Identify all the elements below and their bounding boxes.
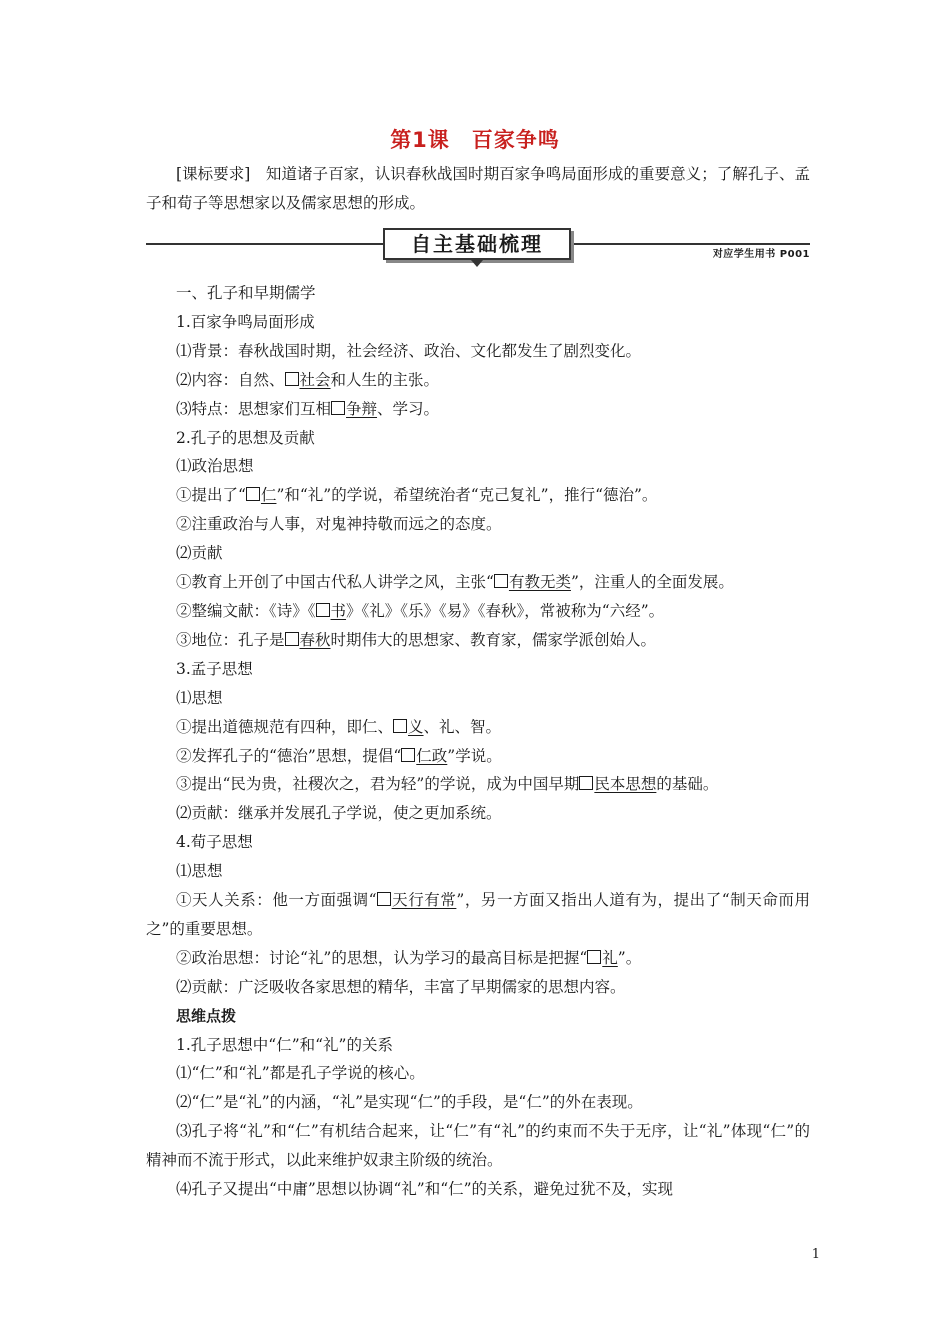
line-text: ⑴“仁”和“礼”都是孔子学说的核心。 [176,1064,425,1083]
content-line [146,973,810,1002]
content-line [146,857,810,886]
line-text: ③提出“民为贵，社稷次之，君为轻”的学说，成为中国早期 [176,775,580,794]
content-line [146,1088,810,1117]
line-text-after: 和人生的主张。 [330,370,440,389]
line-text: ⑵“仁”是“礼”的内涵，“礼”是实现“仁”的手段，是“仁”的外在表现。 [176,1093,643,1112]
line-text: ①教育上开创了中国古代私人讲学之风，主张“ [176,573,494,592]
banner-pointer-icon [471,260,483,267]
line-text-after: 》《礼》《乐》《易》《春秋》，常被称为“六经”。 [346,601,665,620]
content-line [146,539,810,568]
section-heading [146,1002,810,1031]
content-line [146,944,810,973]
blank-text: 义 [408,717,424,736]
line-text: 1.百家争鸣局面形成 [176,312,315,331]
blank-box-icon [246,487,260,501]
line-text-after: ”，注重人的全面发展。 [570,573,734,592]
line-text: 思维点拨 [176,1006,237,1025]
line-text: ②整编文献：《诗》《 [176,601,316,620]
line-text-after: ”，另一方面又指出人道有为，提出了“制天命而用之”的重要思想。 [146,891,810,938]
content-line [146,742,810,771]
content-line [146,481,810,510]
content-line [146,308,810,337]
line-text: ②注重政治与人事，对鬼神持敬而远之的态度。 [176,515,502,534]
fill-blank-answer [285,631,331,649]
content-line [146,424,810,453]
fill-blank-answer [246,486,277,504]
content-line [146,279,810,308]
content-line [146,1117,810,1175]
line-text: ⑵贡献 [176,544,223,563]
fill-blank-answer [377,891,457,909]
fill-blank-answer [285,371,331,389]
line-text: ⑴背景：春秋战国时期，社会经济、政治、文化都发生了剧烈变化。 [176,341,642,360]
blank-box-icon [316,603,330,617]
blank-text: 民本思想 [594,775,657,794]
blank-box-icon [377,892,391,906]
main-content [146,279,810,1204]
blank-text: 社会 [299,370,331,389]
blank-box-icon [579,776,593,790]
line-text: ②发挥孔子的“德治”思想，提倡“ [176,746,402,765]
blank-text: 天行有常 [391,891,457,910]
line-text: ⑴政治思想 [176,457,254,476]
line-text-after: ”。 [617,948,642,967]
content-line [146,337,810,366]
content-line [146,395,810,424]
blank-text: 书 [330,601,347,620]
fill-blank-answer [587,949,618,967]
content-line [146,655,810,684]
line-text-after: 、礼、智。 [423,717,502,736]
content-line [146,886,810,944]
blank-box-icon [587,950,601,964]
content-line [146,713,810,742]
line-text: 3.孟子思想 [176,659,253,678]
fill-blank-answer [579,775,656,793]
banner-label: 自主基础梳理 [383,228,571,260]
content-line [146,1175,810,1204]
lesson-title: 第1课 百家争鸣 [390,128,560,152]
blank-text: 仁 [260,486,277,505]
blank-text: 春秋 [299,630,331,649]
blank-box-icon [393,719,407,733]
line-text: ③地位：孔子是 [176,630,285,649]
content-line [146,1031,810,1060]
content-line [146,799,810,828]
blank-box-icon [331,401,345,415]
content-line [146,366,810,395]
line-text: ⑷孔子又提出“中庸”思想以协调“礼”和“仁”的关系，避免过犹不及，实现 [176,1180,674,1199]
fill-blank-answer [393,718,424,736]
page-number: 1 [811,1247,820,1262]
line-text: 4.荀子思想 [176,833,253,852]
content-line [146,568,810,597]
line-text: ①提出了“ [176,486,246,505]
content-line [146,684,810,713]
banner-rule-left [146,243,383,245]
content-line [146,770,810,799]
content-line [146,626,810,655]
blank-box-icon [285,632,299,646]
line-text: ①天人关系：他一方面强调“ [176,891,377,910]
fill-blank-answer [316,602,347,620]
line-text: ⑵贡献：继承并发展孔子学说，使之更加系统。 [176,804,502,823]
line-text: ⑴思想 [176,862,223,881]
line-text: ②政治思想：讨论“礼”的思想，认为学习的最高目标是把握“ [176,948,588,967]
line-text-after: 的基础。 [656,775,719,794]
blank-text: 有教无类 [508,573,571,592]
blank-text: 仁政 [416,746,448,765]
content-line [146,828,810,857]
line-text: ⑵贡献：广泛吸收各家思想的精华，丰富了早期儒家的思想内容。 [176,977,626,996]
blank-text: 争辩 [346,399,378,418]
content-line [146,452,810,481]
section-banner [146,226,810,266]
fill-blank-answer [401,747,447,765]
blank-text: 礼 [602,948,618,967]
blank-box-icon [401,748,415,762]
line-text: 1.孔子思想中“仁”和“礼”的关系 [176,1035,393,1054]
curriculum-requirement: [课标要求] 知道诸子百家，认识春秋战国时期百家争鸣局面形成的重要意义；了解孔子、孟子和荀子等思想家以及儒家思想的形成。 [146,165,810,212]
line-text: ⑵内容：自然、 [176,370,285,389]
line-text-after: 、学习。 [377,399,440,418]
line-text: ⑶孔子将“礼”和“仁”有机结合起来，让“仁”有“礼”的约束而不失于无序，让“礼”体现“仁”的精神而不流于形式，以此来维护奴隶主阶级的统治。 [146,1122,810,1170]
line-text: ①提出道德规范有四种，即仁、 [176,717,394,736]
line-text: ⑴思想 [176,688,223,707]
blank-box-icon [494,574,508,588]
banner-page-reference: 对应学生用书 P001 [712,249,810,260]
blank-box-icon [285,372,299,386]
line-text: 一、孔子和早期儒学 [176,284,316,302]
line-text: 2.孔子的思想及贡献 [176,428,315,447]
line-text-after: 时期伟大的思想家、教育家，儒家学派创始人。 [330,630,657,649]
line-text-after: ”学说。 [447,746,502,765]
fill-blank-answer [331,400,377,418]
fill-blank-answer [494,573,571,591]
line-text: ⑶特点：思想家们互相 [176,399,332,418]
content-line [146,510,810,539]
content-line [146,1059,810,1088]
content-line [146,597,810,626]
line-text-after: ”和“礼”的学说，希望统治者“克己复礼”，推行“德治”。 [276,486,658,505]
